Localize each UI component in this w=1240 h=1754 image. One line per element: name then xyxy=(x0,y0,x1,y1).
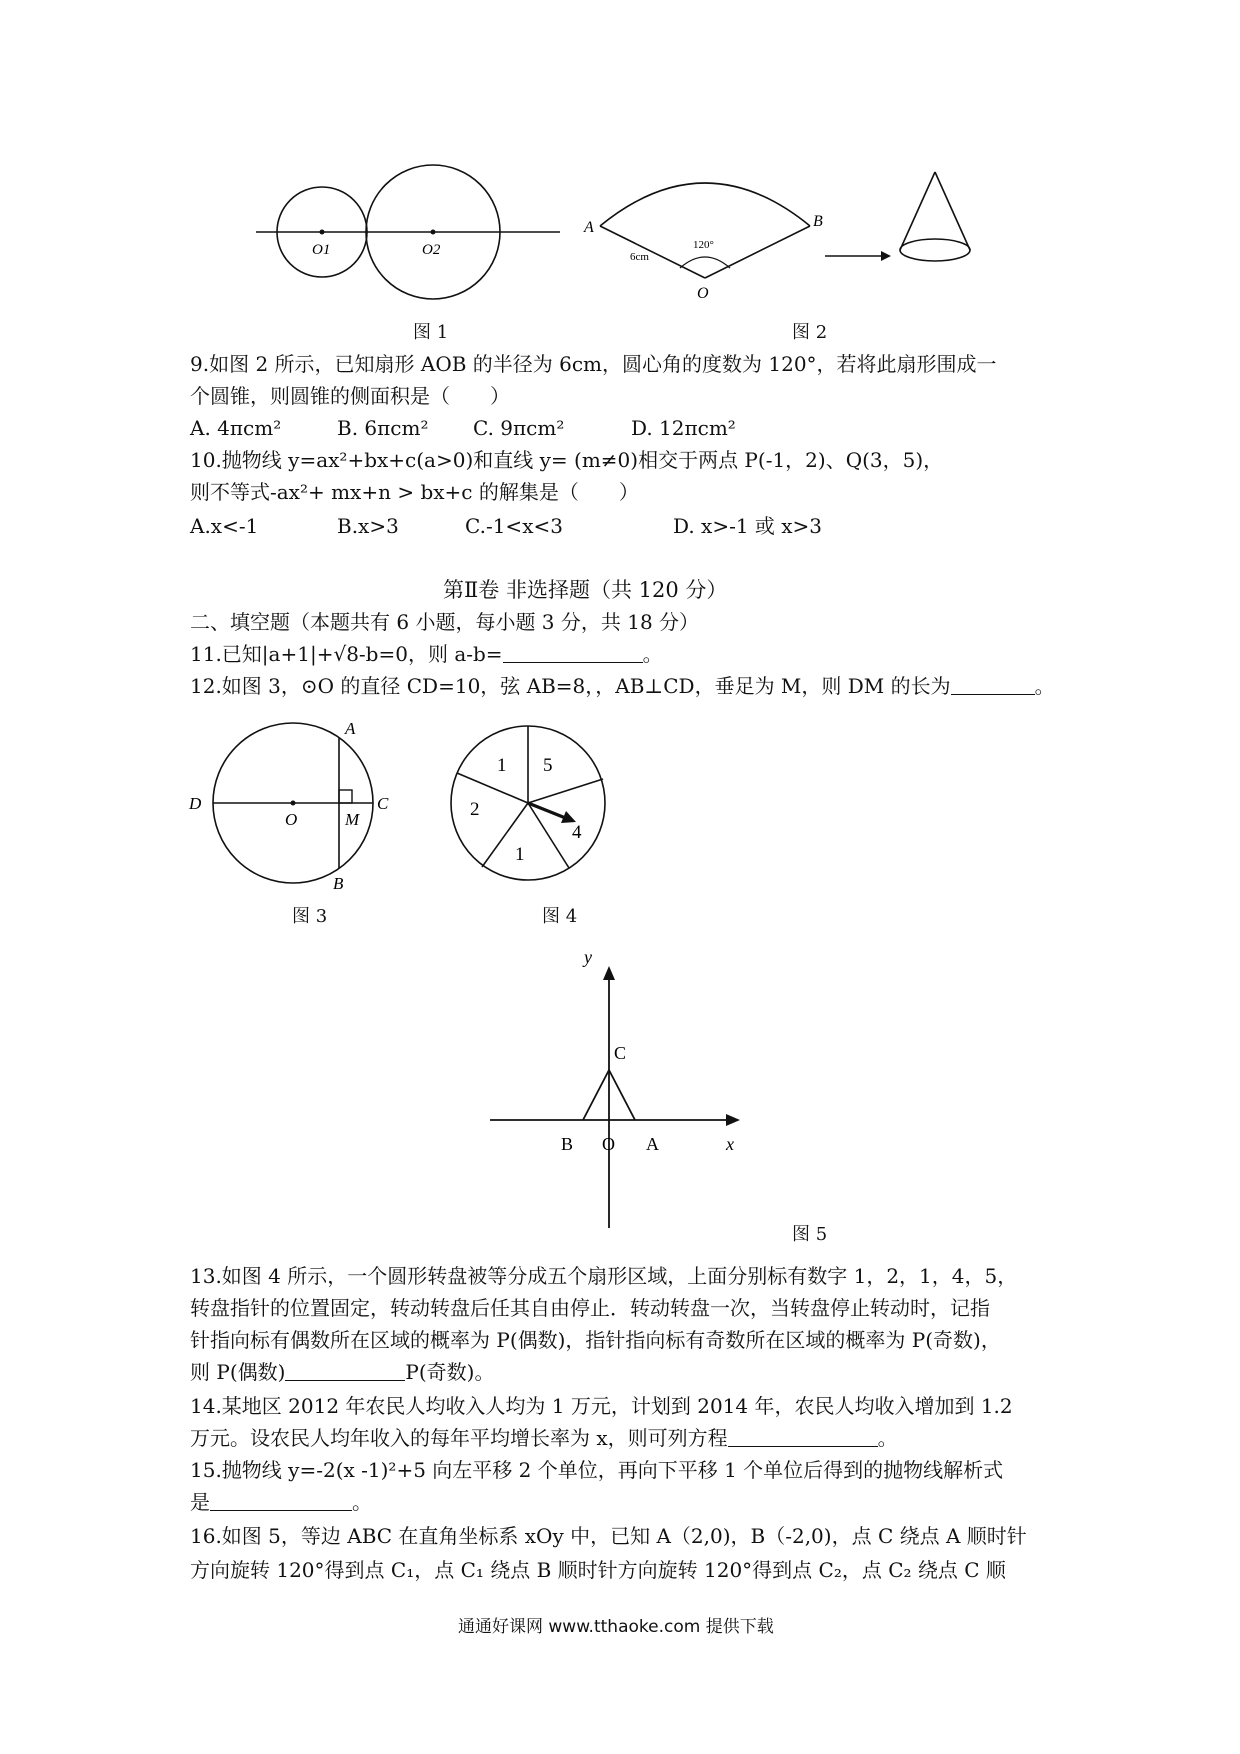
sector-number-2: 2 xyxy=(470,799,480,820)
axis-x-label: x xyxy=(726,1134,734,1154)
figure-1-caption: 图 1 xyxy=(413,322,449,343)
q16-line2: 方向旋转 120°得到点 C₁，点 C₁ 绕点 B 顺时针方向旋转 120°得到点 C₂，点 C₂ 绕点 C 顺 xyxy=(190,1558,1006,1582)
q15-text: 是 xyxy=(190,1490,210,1514)
figure-4-caption: 图 4 xyxy=(542,906,578,927)
figure-3 xyxy=(185,705,405,905)
label-o: O xyxy=(697,285,709,302)
figure-4 xyxy=(440,715,620,895)
q12-text: 12.如图 3，⊙O 的直径 CD=10，弦 AB=8，，AB⊥CD，垂足为 M，则 DM 的长为 xyxy=(190,674,951,698)
q15-line1: 15.抛物线 y=-2(x -1)²+5 向左平移 2 个单位，再向下平移 1 个单位后得到的抛物线解析式 xyxy=(190,1458,1004,1482)
q15-line2 xyxy=(190,1488,372,1516)
label-c: C xyxy=(377,794,389,813)
label-radius: 6cm xyxy=(630,251,649,263)
label-o: O xyxy=(602,1134,615,1154)
q10-line2: 则不等式-ax²+ mx+n > bx+c 的解集是（ ） xyxy=(190,480,639,504)
label-o2: O2 xyxy=(422,242,441,258)
q13-answer-blank[interactable] xyxy=(285,1360,405,1381)
figure-5 xyxy=(490,950,750,1240)
label-o: O xyxy=(285,810,298,829)
q10-line1: 10.抛物线 y=ax²+bx+c(a>0)和直线 y= (m≠0)相交于两点 P(-1，2)、Q(3，5)， xyxy=(190,448,944,472)
sector-number-4: 4 xyxy=(572,822,582,843)
q12 xyxy=(190,672,1055,700)
q11-text: 11.已知|a+1|+√8-b=0，则 a-b= xyxy=(190,642,503,666)
sector-number-1: 1 xyxy=(497,755,507,776)
q11-end: 。 xyxy=(642,642,663,666)
figure-2 xyxy=(575,150,995,310)
q9-option-a: A. 4πcm² xyxy=(190,416,282,440)
q10-option-c: C.-1<x<3 xyxy=(465,514,563,538)
label-a: A xyxy=(584,219,594,236)
label-b: B xyxy=(333,874,344,893)
label-m: M xyxy=(345,810,360,829)
q10-option-b: B.x>3 xyxy=(337,514,399,538)
q13-line3: 针指向标有偶数所在区域的概率为 P(偶数)，指针指向标有奇数所在区域的概率为 P(奇数)， xyxy=(190,1328,1001,1352)
q15-answer-blank[interactable] xyxy=(210,1490,352,1511)
q11 xyxy=(190,640,663,668)
axis-y-label: y xyxy=(584,950,592,967)
q13-text: 则 P(偶数) xyxy=(190,1360,286,1384)
q9-line2: 个圆锥，则圆锥的侧面积是（ ） xyxy=(190,384,510,408)
q14-answer-blank[interactable] xyxy=(728,1426,878,1447)
label-angle: 120° xyxy=(693,239,714,251)
label-c: C xyxy=(614,1043,627,1063)
label-a: A xyxy=(646,1134,659,1154)
q14-end: 。 xyxy=(877,1426,898,1450)
q12-end: 。 xyxy=(1034,674,1055,698)
q13-end: P(奇数)。 xyxy=(405,1360,495,1384)
q13-line4 xyxy=(190,1358,494,1386)
label-b: B xyxy=(813,213,823,230)
q11-answer-blank[interactable] xyxy=(503,642,643,663)
figure-2-caption: 图 2 xyxy=(792,322,828,343)
label-d: D xyxy=(189,794,202,813)
part-heading: 二、填空题（本题共有 6 小题，每小题 3 分，共 18 分） xyxy=(190,610,700,634)
sector-number-1b: 1 xyxy=(515,844,525,865)
figure-1 xyxy=(250,150,570,320)
q12-answer-blank[interactable] xyxy=(951,674,1035,695)
figure-5-caption: 图 5 xyxy=(792,1224,828,1245)
q10-option-a: A.x<-1 xyxy=(190,514,259,538)
footer-source: 通通好课网 www.tthaoke.com 提供下载 xyxy=(458,1617,774,1637)
q10-option-d: D. x>-1 或 x>3 xyxy=(673,514,823,538)
q15-end: 。 xyxy=(352,1490,372,1514)
sector-number-5: 5 xyxy=(543,755,553,776)
q16-line1: 16.如图 5，等边 ABC 在直角坐标系 xOy 中，已知 A（2,0)，B（-2,0)，点 C 绕点 A 顺时针 xyxy=(190,1524,1027,1548)
q9-option-d: D. 12πcm² xyxy=(631,416,736,440)
section-title: 第Ⅱ卷 非选择题（共 120 分） xyxy=(443,578,728,602)
q14-line2 xyxy=(190,1424,898,1452)
q13-line1: 13.如图 4 所示，一个圆形转盘被等分成五个扇形区域，上面分别标有数字 1，2，1，4，5， xyxy=(190,1264,1018,1288)
q14-text: 万元。设农民人均年收入的每年平均增长率为 x，则可列方程 xyxy=(190,1426,728,1450)
label-b: B xyxy=(561,1134,574,1154)
figure-3-caption: 图 3 xyxy=(292,906,328,927)
q9-line1: 9.如图 2 所示，已知扇形 AOB 的半径为 6cm，圆心角的度数为 120°，若将此扇形围成一 xyxy=(190,352,997,376)
label-o1: O1 xyxy=(312,242,331,258)
q14-line1: 14.某地区 2012 年农民人均收入人均为 1 万元，计划到 2014 年，农民人均收入增加到 1.2 xyxy=(190,1394,1013,1418)
label-a: A xyxy=(345,719,356,738)
q9-option-b: B. 6πcm² xyxy=(337,416,429,440)
q13-line2: 转盘指针的位置固定，转动转盘后任其自由停止．转动转盘一次，当转盘停止转动时，记指 xyxy=(190,1296,990,1320)
q9-option-c: C. 9πcm² xyxy=(473,416,565,440)
